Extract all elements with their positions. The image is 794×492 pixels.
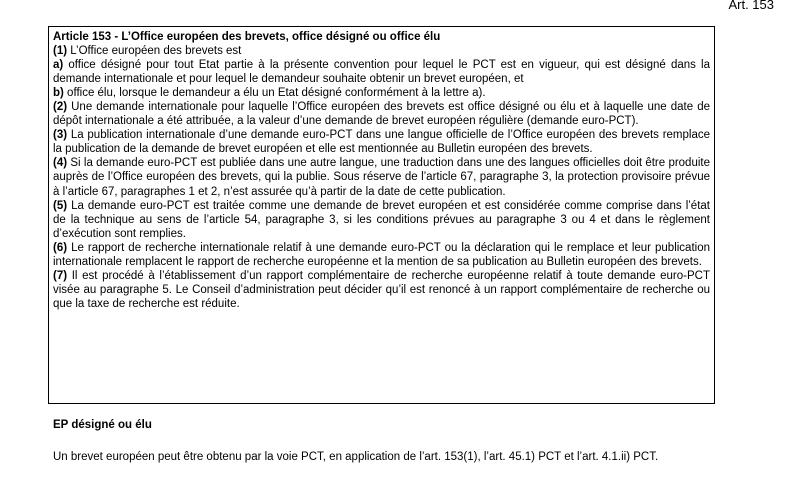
paragraph-7 xyxy=(53,269,710,311)
paragraph-text: La demande euro-PCT est traitée comme une demande de brevet européen et est considérée comme comprise dans l’état de la technique au sens de l’article 54, paragraphe 3, si les conditions prévues au paragraphe 3 ou 4 et dans le règlement d’exécution sont remplies. xyxy=(53,199,710,240)
paragraph-number: b) xyxy=(53,87,64,100)
paragraph-number: (6) xyxy=(53,241,68,254)
paragraph-number: (7) xyxy=(53,269,68,282)
paragraph-text: Le rapport de recherche internationale relatif à une demande euro-PCT ou la déclaration qui le remplace et leur publication internationale remplacent le rapport de recherche européenne et la mention de sa publication au Bulletin européen des brevets. xyxy=(53,241,710,268)
paragraph-number: (4) xyxy=(53,157,68,170)
paragraph-5 xyxy=(53,199,710,241)
paragraph-number: (1) xyxy=(53,45,68,58)
paragraph-6 xyxy=(53,241,710,269)
article-reference: Art. 153 xyxy=(728,0,774,12)
paragraph-number: (3) xyxy=(53,129,68,142)
paragraph-number: (2) xyxy=(53,101,68,114)
article-text-box xyxy=(48,26,715,404)
paragraph-1 xyxy=(53,44,710,58)
paragraph-text: Il est procédé à l’établissement d’un rapport complémentaire de recherche européenne relatif à toute demande euro-PCT visée au paragraphe 5. Le Conseil d’administration peut décider qu’il est renoncé à un rapport complémentaire de recherche ou que la taxe de recherche est réduite. xyxy=(53,269,710,310)
paragraph-1a xyxy=(53,58,710,86)
paragraph-text: office désigné pour tout Etat partie à la présente convention pour lequel le PCT est en vigueur, qui est désigné dans la demande internationale et pour lequel le demandeur souhaite obtenir un brevet européen, et xyxy=(53,59,710,86)
paragraph-number: (5) xyxy=(53,199,68,212)
section-body xyxy=(53,450,715,465)
section-heading: EP désigné ou élu xyxy=(53,419,152,431)
paragraph-3 xyxy=(53,128,710,156)
article-title: Article 153 - L’Office européen des brevets, office désigné ou office élu xyxy=(53,31,441,43)
paragraph-1b xyxy=(53,86,710,100)
paragraph-text: Si la demande euro-PCT est publiée dans une autre langue, une traduction dans une des langues officielles doit être produite auprès de l’Office européen des brevets, qui la publie. Sous réserve de l’article 67, paragraphe 3, la protection provisoire prévue à l’article 67, paragraphes 1 et 2, n’est assurée qu’à partir de la date de cette publication. xyxy=(53,157,710,198)
paragraph-4 xyxy=(53,156,710,198)
paragraph-2 xyxy=(53,100,710,128)
paragraph-text: L’Office européen des brevets est xyxy=(67,45,242,58)
section-paragraph: Un brevet européen peut être obtenu par la voie PCT, en application de l’art. 153(1), l’art. 45.1) PCT et l’art. 4.1.ii) PCT. xyxy=(53,451,659,463)
paragraph-text: La publication internationale d’une demande euro-PCT dans une langue officielle de l’Office européen des brevets remplace la publication de la demande de brevet européen et elle est mentionnée au Bulletin européen des brevets. xyxy=(53,129,710,156)
paragraph-number: a) xyxy=(53,59,64,72)
paragraph-text: Une demande internationale pour laquelle l’Office européen des brevets est office désigné ou élu et à laquelle une date de dépôt internationale a été attribuée, a la valeur d’une demande de brevet européen régulière (demande euro-PCT). xyxy=(53,101,710,128)
paragraph-text: office élu, lorsque le demandeur a élu un Etat désigné conformément à la lettre a). xyxy=(63,87,486,100)
